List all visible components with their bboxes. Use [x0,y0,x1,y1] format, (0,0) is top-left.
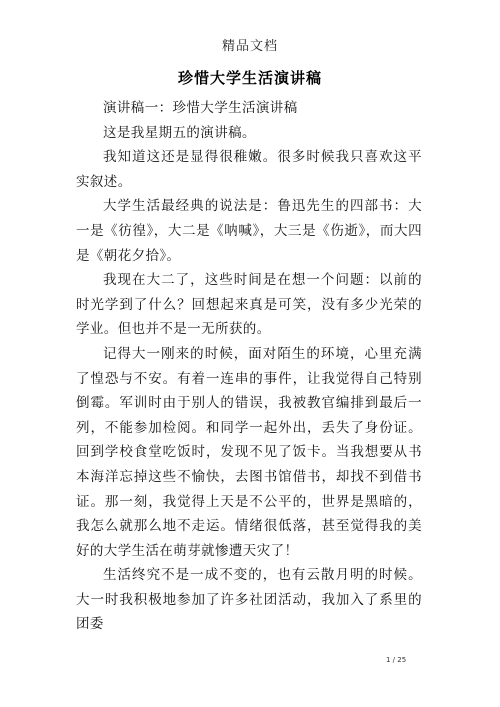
document-title: 珍惜大学生活演讲稿 [177,69,322,87]
paragraph: 这是我星期五的演讲稿。 [103,124,256,141]
page-number: 1 / 25 [386,656,407,664]
page-header: 精品文档 [221,39,278,54]
document-body [76,96,422,637]
paragraph: 大学生活最经典的说法是：鲁迅先生的四部书：大一是《彷徨》，大二是《呐喊》，大三是《伤逝》，而大四是《朝花夕拾》。 [76,198,422,264]
paragraph: 生活终究不是一成不变的，也有云散月明的时候。大一时我积极地参加了许多社团活动，我加入了系里的团委 [76,567,422,633]
paragraph: 我知道这还是显得很稚嫩。很多时候我只喜欢这平实叙述。 [76,149,422,190]
paragraph: 演讲稿一：珍惜大学生活演讲稿 [103,100,298,116]
paragraph: 记得大一刚来的时候，面对陌生的环境，心里充满了惶恐与不安。有着一连串的事件，让我觉得自己特别倒霉。军训时由于别人的错误，我被教官编排到最后一列，不能参加检阅。和同学一起外出，丢失了身份证。回到学校食堂吃饭时，发现不见了饭卡。当我想要从书本海洋忘掉这些不愉快，去图书馆借书，却找不到借书证。那一刻，我觉得上天是不公平的，世界是黑暗的，我怎么就那么地不走运。情绪很低落，甚至觉得我的美好的大学生活在萌芽就惨遭天灾了！ [76,345,422,559]
paragraph: 我现在大二了，这些时间是在想一个问题：以前的时光学到了什么？回想起来真是可笑，没有多少光荣的学业。但也并不是一无所获的。 [76,272,422,338]
